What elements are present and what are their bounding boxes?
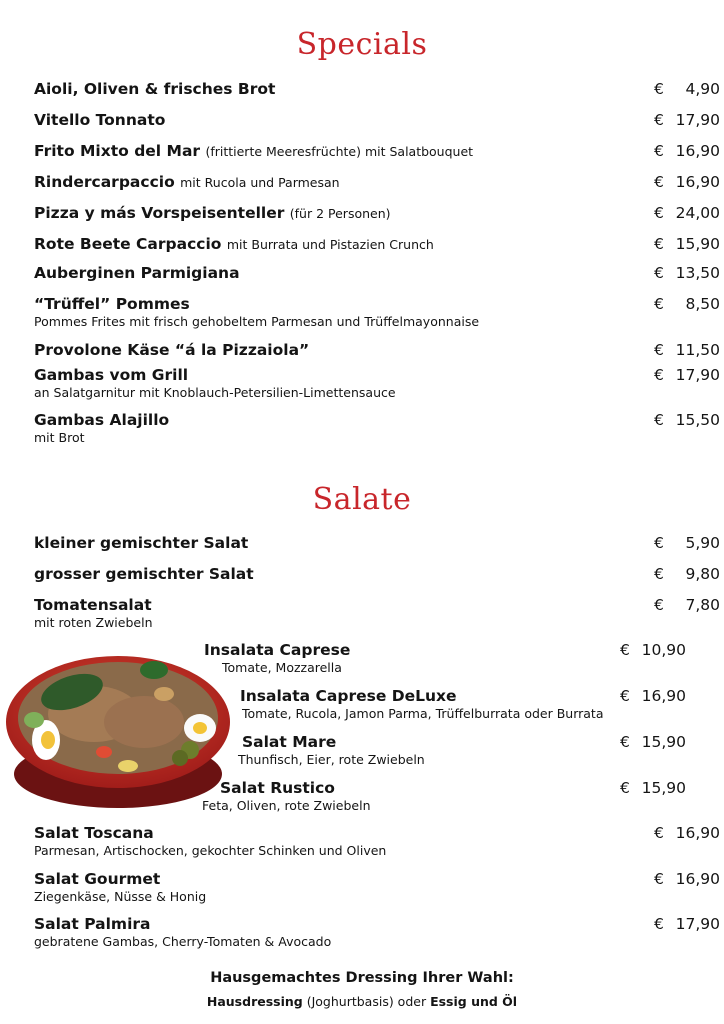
currency-symbol: € xyxy=(654,366,664,384)
item-price: 7,80 xyxy=(685,596,720,614)
item-name: Salat Gourmet xyxy=(34,870,161,888)
item-name: Gambas vom Grill xyxy=(34,366,189,384)
item-name: kleiner gemischter Salat xyxy=(34,534,249,552)
item-description: Feta, Oliven, rote Zwiebeln xyxy=(202,798,371,813)
currency-symbol: € xyxy=(654,411,664,429)
item-name: Salat Rustico xyxy=(220,779,335,797)
currency-symbol: € xyxy=(620,641,630,659)
menu-item-salat-toscana xyxy=(34,824,720,858)
item-name: grosser gemischter Salat xyxy=(34,565,254,583)
item-description: Pommes Frites mit frisch gehobeltem Parmesan und Trüffelmayonnaise xyxy=(34,314,480,329)
item-name: Rote Beete Carpaccio xyxy=(34,235,222,253)
section-title-salate: Salate xyxy=(312,482,412,517)
salad-bowl-icon xyxy=(4,648,232,812)
currency-symbol: € xyxy=(654,870,664,888)
item-name: Salat Mare xyxy=(242,733,337,751)
item-price: 17,90 xyxy=(675,915,720,933)
menu-item-salat-gourmet xyxy=(34,870,720,904)
item-price: 17,90 xyxy=(675,366,720,384)
menu-item-salat-palmira xyxy=(34,915,720,949)
item-name: Provolone Käse “á la Pizzaiola” xyxy=(34,341,310,359)
currency-symbol: € xyxy=(654,596,664,614)
menu-item-rindercarpaccio xyxy=(34,173,720,192)
menu-item-auberginen xyxy=(34,264,720,283)
item-price: 13,50 xyxy=(675,264,720,282)
currency-symbol: € xyxy=(654,295,664,313)
menu-item-kleiner-salat xyxy=(34,534,720,553)
item-price: 15,90 xyxy=(641,733,686,751)
menu-item-caprese-deluxe xyxy=(240,687,694,721)
item-name: Insalata Caprese DeLuxe xyxy=(240,687,457,705)
item-name: Insalata Caprese xyxy=(204,641,351,659)
currency-symbol: € xyxy=(620,687,630,705)
currency-symbol: € xyxy=(620,733,630,751)
item-description: Tomate, Rucola, Jamon Parma, Trüffelburrata oder Burrata xyxy=(242,706,604,721)
item-price: 16,90 xyxy=(675,173,720,191)
item-price: 5,90 xyxy=(685,534,720,552)
currency-symbol: € xyxy=(654,534,664,552)
currency-symbol: € xyxy=(654,142,664,160)
currency-symbol: € xyxy=(654,915,664,933)
menu-item-rote-beete xyxy=(34,235,720,254)
item-price: 16,90 xyxy=(641,687,686,705)
menu-item-vitello-tonnato xyxy=(34,111,720,130)
item-inline-desc: (frittierte Meeresfrüchte) mit Salatbouquet xyxy=(205,144,474,159)
item-price: 24,00 xyxy=(675,204,720,222)
item-name: Salat Palmira xyxy=(34,915,151,933)
item-price: 16,90 xyxy=(675,824,720,842)
item-price: 15,90 xyxy=(675,235,720,253)
item-price: 17,90 xyxy=(675,111,720,129)
item-description: Thunfisch, Eier, rote Zwiebeln xyxy=(238,752,425,767)
dressing-options xyxy=(0,994,724,1009)
dressing-title: Hausgemachtes Dressing Ihrer Wahl: xyxy=(210,970,514,986)
item-description: Ziegenkäse, Nüsse & Honig xyxy=(34,889,207,904)
menu-item-provolone xyxy=(34,341,720,360)
menu-item-insalata-caprese xyxy=(204,641,694,675)
menu-item-grosser-salat xyxy=(34,565,720,584)
menu-item-vorspeisenteller xyxy=(34,204,720,223)
section-title-specials: Specials xyxy=(296,27,428,62)
item-inline-desc: mit Rucola und Parmesan xyxy=(180,175,340,190)
item-description: mit Brot xyxy=(34,430,85,445)
currency-symbol: € xyxy=(620,779,630,797)
menu-item-frito-mixto xyxy=(34,142,720,161)
item-name: Auberginen Parmigiana xyxy=(34,264,240,282)
item-inline-desc: (für 2 Personen) xyxy=(289,206,391,221)
currency-symbol: € xyxy=(654,264,664,282)
item-price: 15,50 xyxy=(675,411,720,429)
currency-symbol: € xyxy=(654,173,664,191)
item-name: Frito Mixto del Mar xyxy=(34,142,201,160)
item-name: “Trüffel” Pommes xyxy=(34,295,190,313)
currency-symbol: € xyxy=(654,824,664,842)
item-description: gebratene Gambas, Cherry-Tomaten & Avocado xyxy=(34,934,332,949)
item-price: 4,90 xyxy=(685,80,720,98)
item-description: an Salatgarnitur mit Knoblauch-Petersilien-Limettensauce xyxy=(34,385,396,400)
menu-item-gambas-alajillo xyxy=(34,411,720,445)
menu-item-salat-mare xyxy=(238,733,694,767)
item-name: Gambas Alajillo xyxy=(34,411,170,429)
currency-symbol: € xyxy=(654,565,664,583)
item-price: 16,90 xyxy=(675,142,720,160)
item-name: Vitello Tonnato xyxy=(34,111,166,129)
menu-item-salat-rustico xyxy=(202,779,694,813)
item-name: Aioli, Oliven & frisches Brot xyxy=(34,80,276,98)
item-price: 15,90 xyxy=(641,779,686,797)
currency-symbol: € xyxy=(654,341,664,359)
dressing-connector: (Joghurtbasis) oder xyxy=(302,994,431,1009)
item-name: Pizza y más Vorspeisenteller xyxy=(34,204,285,222)
menu-item-tomatensalat xyxy=(34,596,720,630)
item-name: Rindercarpaccio xyxy=(34,173,175,191)
item-description: mit roten Zwiebeln xyxy=(34,615,153,630)
currency-symbol: € xyxy=(654,235,664,253)
currency-symbol: € xyxy=(654,80,664,98)
dressing-option-oil-vinegar: Essig und Öl xyxy=(430,994,518,1009)
item-name: Salat Toscana xyxy=(34,824,154,842)
menu-item-aioli xyxy=(34,80,720,99)
currency-symbol: € xyxy=(654,204,664,222)
item-inline-desc: mit Burrata und Pistazien Crunch xyxy=(226,237,434,252)
item-price: 11,50 xyxy=(675,341,720,359)
item-price: 9,80 xyxy=(685,565,720,583)
menu-item-gambas-grill xyxy=(34,366,720,400)
item-description: Parmesan, Artischocken, gekochter Schinken und Oliven xyxy=(34,843,387,858)
item-price: 8,50 xyxy=(685,295,720,313)
item-price: 16,90 xyxy=(675,870,720,888)
currency-symbol: € xyxy=(654,111,664,129)
menu-item-trueffel-pommes xyxy=(34,295,720,329)
item-description: Tomate, Mozzarella xyxy=(222,660,342,675)
item-price: 10,90 xyxy=(641,641,686,659)
dressing-option-house: Hausdressing xyxy=(206,994,303,1009)
item-name: Tomatensalat xyxy=(34,596,152,614)
